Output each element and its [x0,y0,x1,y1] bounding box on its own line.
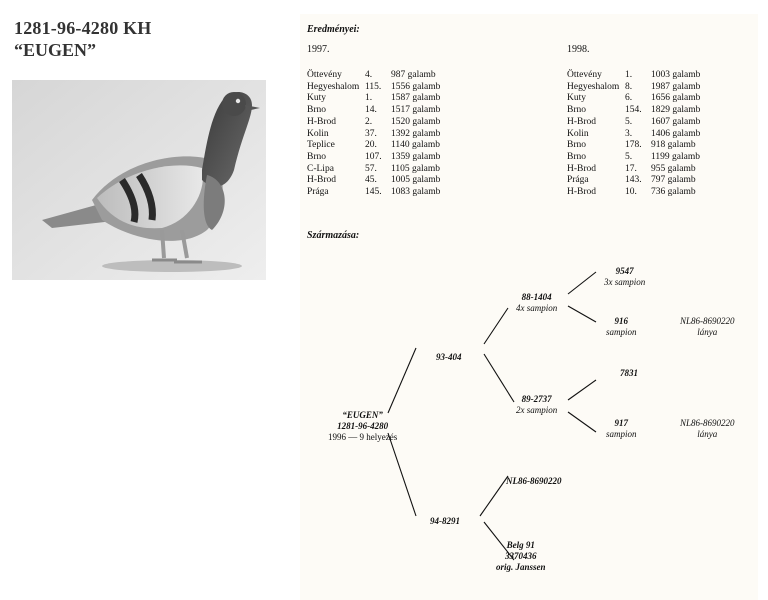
result-location: C-Lipa [307,163,334,174]
result-row [567,82,700,94]
sire-dam-title: 2x sampion [516,405,558,415]
sd-dam-note1: NL86-8690220 [680,418,735,428]
result-place: 37. [365,128,377,139]
result-count: 1199 galamb [651,151,700,162]
result-place: 1. [625,70,633,80]
result-place: 10. [625,187,637,198]
result-location: H-Brod [567,116,597,127]
result-row [307,117,440,129]
result-location: Öttevény [307,70,342,80]
dam-dam-line1: Belg 91 [506,540,535,550]
line-subject-sire [388,348,416,413]
result-location: Kolin [567,128,589,139]
sire-dam-ring: 89-2737 [521,394,552,404]
sd-sire-node [620,368,638,379]
ss-sire-title: 3x sampion [604,277,646,287]
result-count: 1656 galamb [651,93,701,104]
result-row [307,93,440,105]
result-row [307,164,440,176]
ring-id-title: 1281-96-4280 KH [14,18,152,38]
result-count: 1607 galamb [651,116,701,127]
line-ss-dam [568,306,596,322]
result-location: Kuty [567,93,586,104]
result-row [307,82,440,94]
sd-sire-ring: 7831 [620,368,638,378]
result-count: 1003 galamb [651,70,701,80]
result-place: 4. [365,70,373,80]
result-place: 5. [625,151,633,162]
result-count: 1520 galamb [391,116,441,127]
result-count: 918 galamb [651,140,696,151]
result-count: 1556 galamb [391,81,441,92]
result-place: 3. [625,128,633,139]
result-location: Brno [567,151,586,162]
result-place: 5. [625,116,633,127]
ss-dam-note-node [680,316,735,338]
year-1997-label: 1997. [307,44,330,55]
year-1998-label: 1998. [567,44,590,55]
subject-ring: 1281-96-4280 [337,421,389,431]
result-row [307,70,440,82]
result-row [307,129,440,141]
result-count: 1140 galamb [391,140,440,151]
result-row [567,152,700,164]
result-location: H-Brod [567,187,597,198]
result-location: Kolin [307,128,329,139]
result-row [307,105,440,117]
sire-node [436,352,462,363]
pigeon-illustration [12,80,266,280]
ss-sire-ring: 9547 [615,266,634,276]
result-count: 1406 galamb [651,128,701,139]
result-place: 45. [365,175,377,186]
result-location: Brno [567,105,586,116]
results-1998-list [567,70,700,199]
result-location: Teplice [307,140,335,151]
result-place: 143. [625,175,642,186]
ss-sire-node [604,266,645,288]
sd-dam-node [606,418,637,440]
result-location: H-Brod [307,175,337,186]
result-row [307,175,440,187]
result-row [567,93,700,105]
line-subject-dam [388,433,416,516]
line-sire-sd [484,354,514,402]
result-count: 1587 galamb [391,93,441,104]
pigeon-photo [12,80,266,280]
result-location: Kuty [307,93,326,104]
result-count: 1987 galamb [651,81,701,92]
line-ss-sire [568,272,596,294]
result-count: 1517 galamb [391,105,441,116]
result-place: 178. [625,140,642,151]
line-dam-ds [480,476,508,516]
result-row [307,187,440,199]
result-row [567,175,700,187]
sd-dam-note2: lánya [697,429,718,439]
result-count: 1392 galamb [391,128,441,139]
dam-sire-ring: NL86-8690220 [506,476,562,486]
results-heading: Eredményei: [307,24,360,35]
sire-sire-node [516,292,557,314]
result-location: Brno [567,140,586,151]
sire-dam-node [516,394,557,416]
result-row [567,140,700,152]
ss-dam-node [606,316,637,338]
ss-dam-note2: lánya [697,327,718,337]
result-row [567,117,700,129]
result-location: Brno [307,151,326,162]
ss-dam-title: sampion [606,327,637,337]
result-count: 987 galamb [391,70,436,80]
result-row [307,152,440,164]
result-count: 797 galamb [651,175,696,186]
result-location: Brno [307,105,326,116]
dam-dam-line2: 3370436 [505,551,537,561]
result-location: Öttevény [567,70,602,80]
result-count: 736 galamb [651,187,696,198]
result-place: 107. [365,151,382,162]
sd-dam-ring: 917 [614,418,628,428]
result-location: Hegyeshalom [307,81,360,92]
ss-dam-note1: NL86-8690220 [680,316,735,326]
pedigree-heading: Származása: [307,230,360,241]
result-count: 1005 galamb [391,175,441,186]
result-row [567,129,700,141]
dam-node [430,516,460,527]
result-count: 1083 galamb [391,187,441,198]
line-sd-sire [568,380,596,400]
line-sd-dam [568,412,596,432]
sire-ring: 93-404 [436,352,462,362]
result-place: 6. [625,93,633,104]
dam-dam-line3: orig. Janssen [496,562,546,572]
ss-dam-ring: 916 [614,316,628,326]
subject-name: “EUGEN” [342,410,383,420]
result-row [567,187,700,199]
subject-node [328,410,397,443]
line-sire-ss [484,308,508,344]
sd-dam-note-node [680,418,735,440]
sire-sire-ring: 88-1404 [521,292,552,302]
result-count: 1105 galamb [391,163,440,174]
result-place: 17. [625,163,637,174]
result-place: 14. [365,105,377,116]
result-row [567,70,700,82]
result-place: 8. [625,81,633,92]
result-place: 20. [365,140,377,151]
results-1997-list [307,70,440,199]
result-location: Prága [307,187,329,198]
result-place: 145. [365,187,382,198]
result-place: 2. [365,116,373,127]
pigeon-name-title: “EUGEN” [14,40,97,60]
sd-dam-title: sampion [606,429,637,439]
result-location: Hegyeshalom [567,81,620,92]
dam-sire-node [506,476,562,487]
result-place: 57. [365,163,377,174]
result-location: H-Brod [567,163,597,174]
result-row [567,164,700,176]
subject-note: 1996 — 9 helyezés [328,432,398,442]
result-location: H-Brod [307,116,337,127]
result-count: 1359 galamb [391,151,441,162]
pedigree-tree [300,250,768,600]
result-place: 154. [625,105,642,116]
result-place: 115. [365,81,382,92]
result-count: 1829 galamb [651,105,701,116]
result-row [567,105,700,117]
result-location: Prága [567,175,589,186]
result-count: 955 galamb [651,163,696,174]
dam-dam-node [496,540,546,573]
result-row [307,140,440,152]
result-place: 1. [365,93,373,104]
dam-ring: 94-8291 [430,516,460,526]
sire-sire-title: 4x sampion [516,303,558,313]
